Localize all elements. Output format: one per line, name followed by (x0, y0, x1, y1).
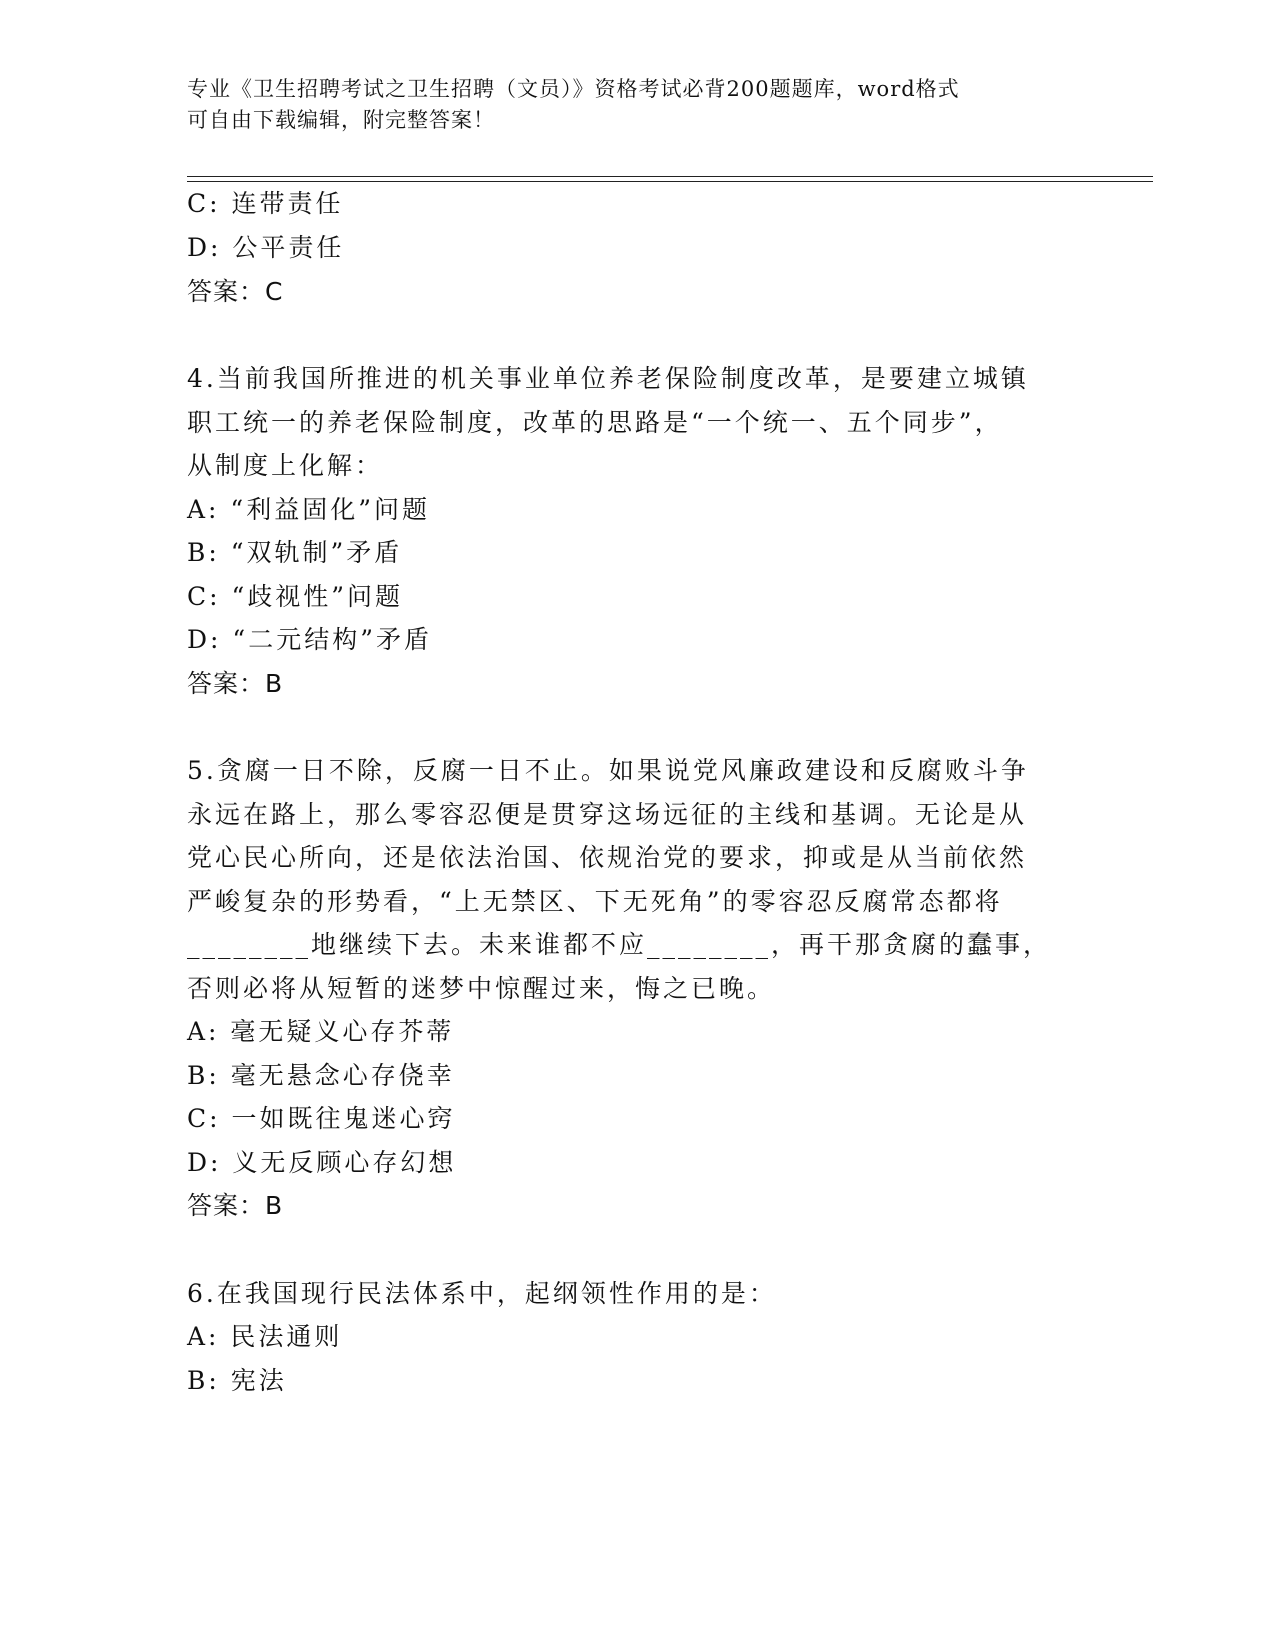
q4-stem-line-2: 职工统一的养老保险制度，改革的思路是“一个统一、五个同步”， (187, 408, 1003, 437)
q4-stem-line-1: 4.当前我国所推进的机关事业单位养老保险制度改革，是要建立城镇 (187, 364, 1029, 393)
header-rule-top (187, 176, 1153, 177)
q6-stem-line-1: 6.在我国现行民法体系中，起纲领性作用的是： (187, 1279, 777, 1308)
q5-answer: 答案：B (187, 1191, 284, 1220)
q5-stem-line-6: 否则必将从短暂的迷梦中惊醒过来，悔之已晚。 (187, 974, 776, 1003)
header-title-line-1: 专业《卫生招聘考试之卫生招聘（文员）》资格考试必背200题题库，word格式 (187, 77, 960, 101)
q5-option-a: A: 毫无疑义心存芥蒂 (187, 1017, 455, 1046)
q5-option-d: D: 义无反顾心存幻想 (187, 1148, 457, 1177)
q3-answer: 答案：C (187, 277, 284, 306)
q3-option-c: C: 连带责任 (187, 189, 344, 218)
q5-stem-line-5: ________地继续下去。未来谁都不应________，再干那贪腐的蠢事， (187, 930, 1052, 959)
q4-answer: 答案：B (187, 669, 284, 698)
q6-option-a: A: 民法通则 (187, 1322, 343, 1351)
q5-stem-line-2: 永远在路上，那么零容忍便是贯穿这场远征的主线和基调。无论是从 (187, 800, 1028, 829)
q5-stem-line-1: 5.贪腐一日不除，反腐一日不止。如果说党风廉政建设和反腐败斗争 (187, 756, 1029, 785)
q6-option-b: B: 宪法 (187, 1366, 287, 1395)
q4-option-d: D: “二元结构”矛盾 (187, 625, 432, 654)
q4-option-a: A: “利益固化”问题 (187, 495, 430, 524)
q4-option-c: C: “歧视性”问题 (187, 582, 404, 611)
q5-option-c: C: 一如既往鬼迷心窍 (187, 1104, 456, 1133)
q5-stem-line-3: 党心民心所向，还是依法治国、依规治党的要求，抑或是从当前依然 (187, 843, 1028, 872)
header-rule-bottom (187, 181, 1153, 182)
q4-option-b: B: “双轨制”矛盾 (187, 538, 403, 567)
q5-stem-line-4: 严峻复杂的形势看，“上无禁区、下无死角”的零容忍反腐常态都将 (187, 887, 1003, 916)
q3-option-d: D: 公平责任 (187, 233, 345, 262)
q4-stem-line-3: 从制度上化解： (187, 451, 384, 480)
q5-option-b: B: 毫无悬念心存侥幸 (187, 1061, 455, 1090)
header-title-line-2: 可自由下载编辑，附完整答案！ (187, 108, 495, 132)
document-header (187, 74, 1067, 136)
